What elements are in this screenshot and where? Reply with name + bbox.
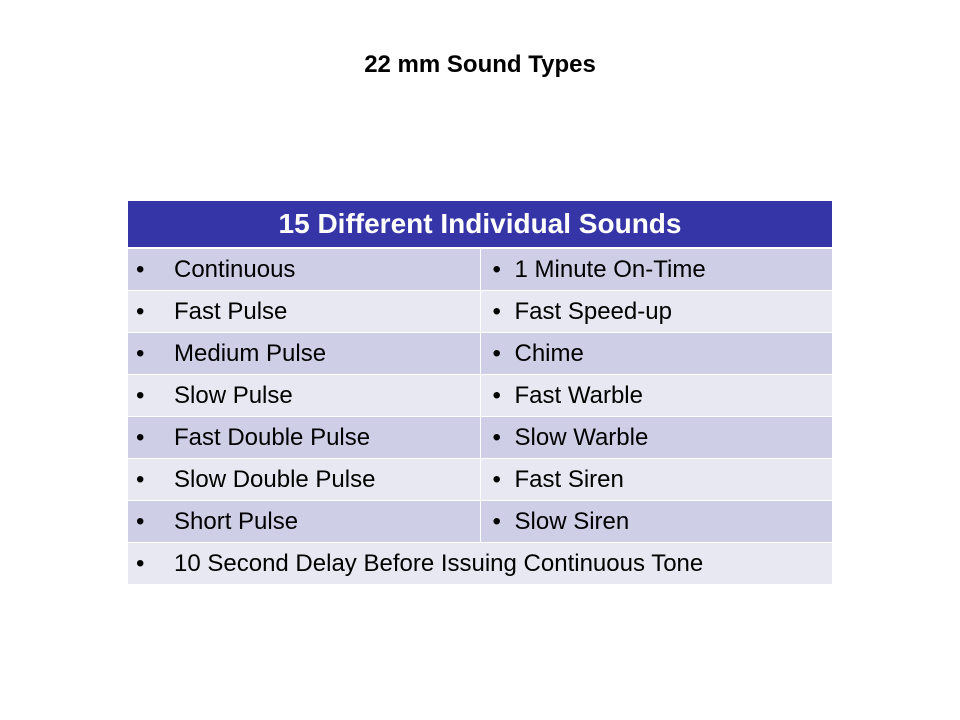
table-cell — [480, 417, 832, 459]
bullet: • — [136, 549, 145, 577]
table-row — [128, 501, 832, 543]
table-cell — [480, 291, 832, 333]
bullet: • — [492, 465, 501, 493]
table-cell — [128, 375, 480, 417]
sound-name: Slow Pulse — [174, 381, 293, 409]
bullet: • — [136, 297, 145, 325]
bullet: • — [136, 339, 145, 367]
table-row — [128, 375, 832, 417]
table-row — [128, 459, 832, 501]
bullet: • — [136, 255, 145, 283]
sound-name: Fast Pulse — [174, 297, 288, 325]
table-cell — [128, 417, 480, 459]
table-cell — [480, 501, 832, 543]
table-row — [128, 333, 832, 375]
sound-types-table — [128, 201, 832, 585]
sound-name: 1 Minute On-Time — [514, 255, 706, 283]
sound-name: Short Pulse — [174, 507, 299, 535]
table-cell — [480, 375, 832, 417]
table-row — [128, 248, 832, 291]
sound-name: Slow Siren — [514, 507, 630, 535]
sound-name: Medium Pulse — [174, 339, 327, 367]
sound-name: Fast Siren — [514, 465, 624, 493]
bullet: • — [136, 381, 145, 409]
bullet: • — [136, 465, 145, 493]
table-cell — [128, 501, 480, 543]
table-cell — [128, 333, 480, 375]
bullet: • — [492, 507, 501, 535]
table-cell — [128, 248, 480, 291]
sound-name: Continuous — [174, 255, 296, 283]
bullet: • — [136, 423, 145, 451]
footer-note: 10 Second Delay Before Issuing Continuous Tone — [174, 549, 704, 577]
bullet: • — [136, 507, 145, 535]
table-cell — [480, 248, 832, 291]
table-row — [128, 417, 832, 459]
table-cell — [480, 333, 832, 375]
sound-name: Fast Speed-up — [514, 297, 672, 325]
bullet: • — [492, 339, 501, 367]
table-cell — [128, 459, 480, 501]
table-header: 15 Different Individual Sounds — [128, 201, 832, 248]
bullet: • — [492, 423, 501, 451]
table-row — [128, 291, 832, 333]
bullet: • — [492, 297, 501, 325]
table-header-row — [128, 201, 832, 248]
table-footer-cell — [128, 543, 832, 585]
slide-title: 22 mm Sound Types — [364, 51, 596, 78]
table-cell — [480, 459, 832, 501]
sound-name: Fast Double Pulse — [174, 423, 371, 451]
sound-name: Slow Double Pulse — [174, 465, 376, 493]
sound-name: Slow Warble — [514, 423, 649, 451]
bullet: • — [492, 255, 501, 283]
sound-name: Chime — [514, 339, 584, 367]
bullet: • — [492, 381, 501, 409]
table-footer-row — [128, 543, 832, 585]
sound-name: Fast Warble — [514, 381, 643, 409]
table-cell — [128, 291, 480, 333]
